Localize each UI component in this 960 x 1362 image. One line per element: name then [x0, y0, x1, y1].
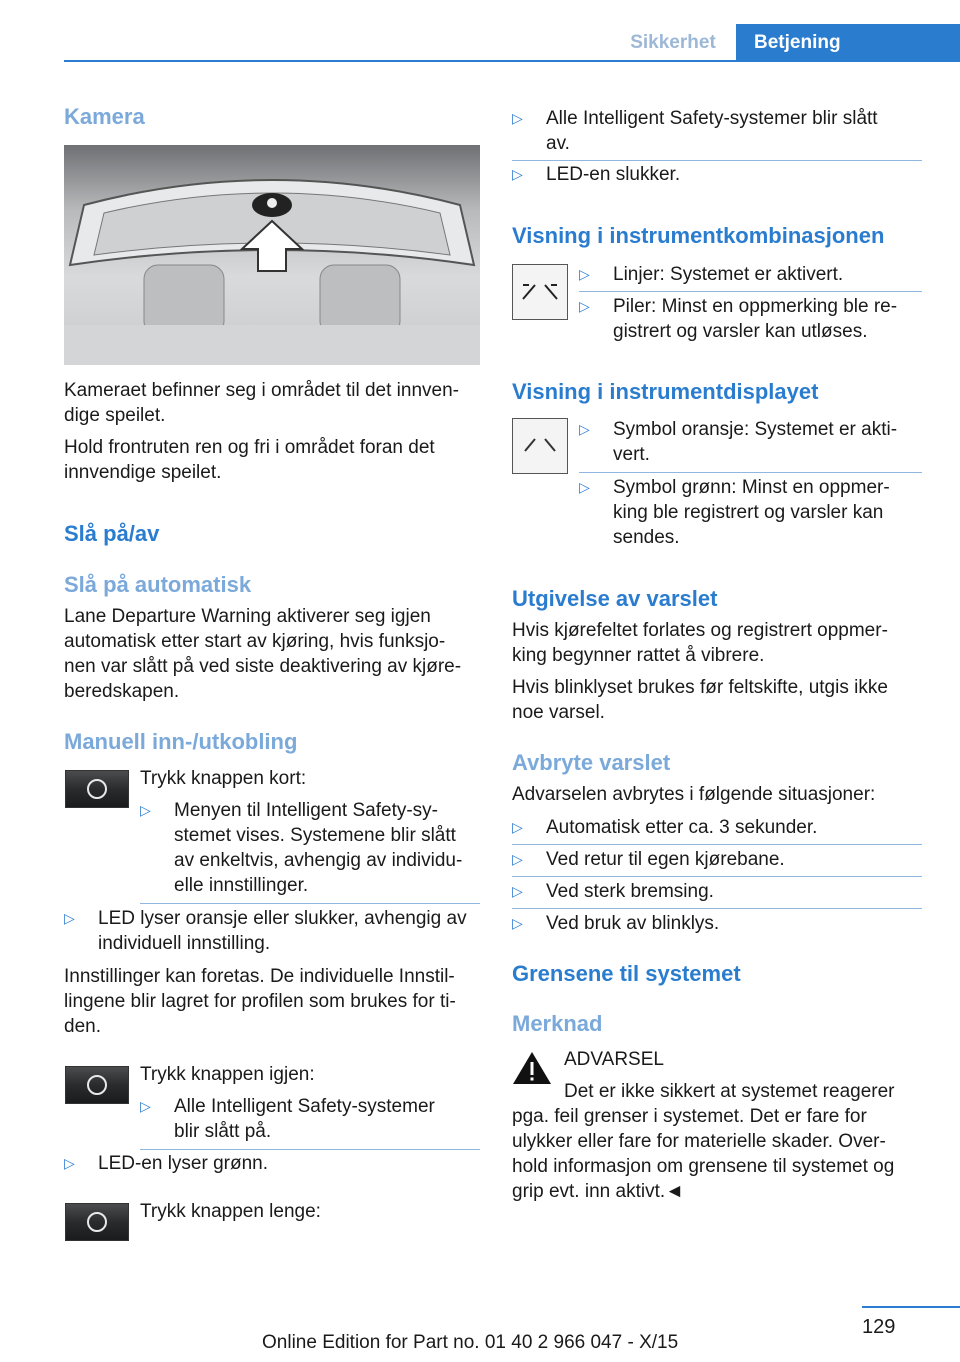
bullet-triangle-icon: ▷ [579, 479, 590, 495]
bullet-triangle-icon: ▷ [512, 915, 523, 931]
camera-photo [64, 145, 480, 365]
heading-grensene: Grensene til systemet [512, 961, 741, 986]
bullet-triangle-icon: ▷ [140, 802, 151, 818]
text-innstillinger-b: lingene blir lagret for profilen som brukes for ti- [64, 991, 456, 1012]
text-innstillinger-c: den. [64, 1016, 101, 1037]
text-auto-d: beredskapen. [64, 681, 180, 702]
text-auto-a: Lane Departure Warning aktiverer seg igjen [64, 606, 431, 627]
divider [512, 908, 922, 909]
heading-kamera: Kamera [64, 104, 145, 129]
warning-text-5: grip evt. inn aktivt.◄ [512, 1181, 684, 1202]
bullet-triangle-icon: ▷ [512, 883, 523, 899]
heading-slaa-paa-av: Slå på/av [64, 521, 160, 546]
text-blinklys-b: noe varsel. [512, 702, 605, 723]
bullet-triangle-icon: ▷ [512, 110, 523, 126]
footer-rule [862, 1306, 960, 1308]
text-kamera-2a: Hold frontruten ren og fri i området foran det [64, 437, 435, 458]
text-trykk-kort: Trykk knappen kort: [140, 768, 307, 789]
bullet-triangle-icon: ▷ [579, 298, 590, 314]
bullet-triangle-icon: ▷ [512, 166, 523, 182]
warning-text-2: pga. feil grenser i systemet. Det er fare for [512, 1106, 867, 1127]
text-kamera-1b: dige speilet. [64, 405, 166, 426]
text-kamera-2b: innvendige speilet. [64, 462, 222, 483]
heading-slaa-paa-automatisk: Slå på automatisk [64, 572, 252, 597]
warning-text-1: Det er ikke sikkert at systemet reagerer [564, 1081, 895, 1102]
bullet-triangle-icon: ▷ [579, 421, 590, 437]
heading-visning-display: Visning i instrumentdisplayet [512, 379, 819, 404]
bullet-triangle-icon: ▷ [512, 851, 523, 867]
warning-text-3: ulykker eller fare for materielle skader. Over- [512, 1131, 886, 1152]
text-utgivelse-b: king begynner rattet å vibrere. [512, 645, 765, 666]
rear-window-illustration [64, 145, 480, 365]
safety-button-icon [65, 770, 129, 808]
tab-betjening[interactable]: Betjening [736, 24, 960, 62]
bullet-triangle-icon: ▷ [579, 266, 590, 282]
heading-avbryte: Avbryte varslet [512, 750, 671, 775]
list-item-cont: elle innstillinger. [174, 875, 309, 896]
text-blinklys-a: Hvis blinklyset brukes før feltskifte, utgis ikke [512, 677, 888, 698]
divider [140, 903, 480, 904]
tab-sikkerhet[interactable]: Sikkerhet [630, 32, 716, 53]
list-item-cont: king ble registrert og varsler kan [613, 502, 884, 523]
heading-utgivelse: Utgivelse av varslet [512, 586, 718, 611]
bullet-triangle-icon: ▷ [64, 1155, 75, 1171]
warning-label: ADVARSEL [564, 1049, 664, 1070]
text-innstillinger-a: Innstillinger kan foretas. De individuelle Innstil- [64, 966, 455, 987]
list-item-cont: av. [546, 133, 570, 154]
text-kamera-1a: Kameraet befinner seg i området til det innven- [64, 380, 459, 401]
text-avbryte: Advarselen avbrytes i følgende situasjoner: [512, 784, 876, 805]
safety-button-icon [65, 1203, 129, 1241]
warning-icon [512, 1050, 552, 1086]
lane-display-icon [512, 418, 568, 474]
footer-edition: Online Edition for Part no. 01 40 2 966 047 - X/15 [262, 1332, 679, 1353]
safety-button-icon [65, 1066, 129, 1104]
text-auto-c: nen var slått på ved siste deaktivering av kjøre- [64, 656, 462, 677]
text-utgivelse-a: Hvis kjørefeltet forlates og registrert oppmer- [512, 620, 888, 641]
text-trykk-igjen: Trykk knappen igjen: [140, 1064, 315, 1085]
divider [579, 291, 922, 292]
text-auto-b: automatisk etter start av kjøring, hvis funksjo- [64, 631, 446, 652]
list-item-cont: blir slått på. [174, 1121, 272, 1142]
heading-merknad: Merknad [512, 1011, 603, 1036]
heading-visning-kombinasjon: Visning i instrumentkombinasjonen [512, 223, 885, 248]
divider [512, 844, 922, 845]
page-number: 129 [862, 1316, 896, 1338]
divider [140, 1149, 480, 1150]
bullet-triangle-icon: ▷ [64, 910, 75, 926]
text-trykk-lenge: Trykk knappen lenge: [140, 1201, 321, 1222]
bullet-triangle-icon: ▷ [512, 819, 523, 835]
divider [512, 160, 922, 161]
list-item-cont: av enkeltvis, avhengig av individu- [174, 850, 463, 871]
warning-text-4: hold informasjon om grensene til systemet og [512, 1156, 895, 1177]
lane-lines-icon [512, 264, 568, 320]
list-item-cont: sendes. [613, 527, 680, 548]
divider [579, 472, 922, 473]
list-item-cont: individuell innstilling. [98, 933, 271, 954]
heading-manuell: Manuell inn-/utkobling [64, 729, 298, 754]
bullet-triangle-icon: ▷ [140, 1098, 151, 1114]
divider [512, 876, 922, 877]
list-item-cont: stemet vises. Systemene blir slått [174, 825, 456, 846]
list-item-cont: vert. [613, 444, 650, 465]
header-rule [64, 60, 960, 62]
list-item-cont: gistrert og varsler kan utløses. [613, 321, 868, 342]
